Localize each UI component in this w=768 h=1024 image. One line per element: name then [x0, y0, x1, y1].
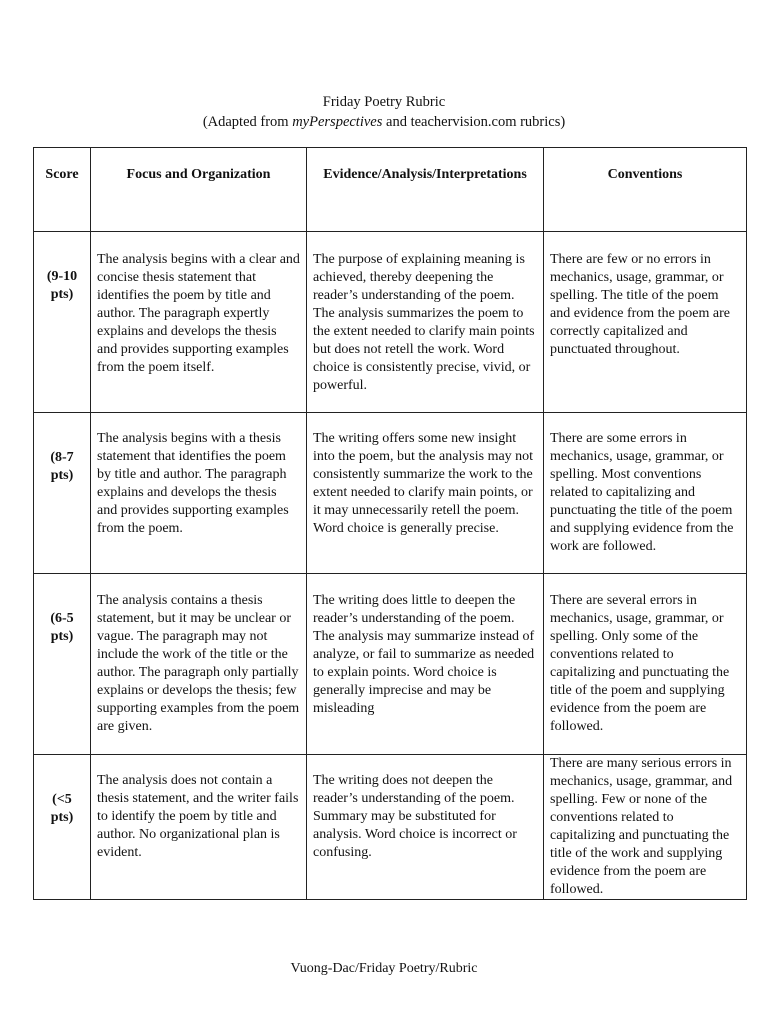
evidence-cell: The writing does not deepen the reader’s understanding of the poem. Summary may be substituted for analysis. Word choice is incorrect or confusing.: [307, 755, 544, 900]
evidence-cell: The writing does little to deepen the reader’s understanding of the poem. The analysis may summarize instead of analyze, or fail to summarize as needed to explain points. Word choice is generally imprecise and may be misleading: [307, 574, 544, 755]
evidence-cell: The writing offers some new insight into the poem, but the analysis may not consistently summarize the work to the extent needed to clarify main points, or it may unnecessarily retell the poem. Word choice is generally precise.: [307, 413, 544, 574]
rubric-row: [34, 232, 747, 413]
header-focus: Focus and Organization: [91, 148, 307, 232]
header-evidence: Evidence/Analysis/Interpretations: [307, 148, 544, 232]
rubric-row: [34, 413, 747, 574]
score-cell: (8-7 pts): [34, 413, 91, 574]
header-row: [34, 148, 747, 232]
score-cell: (6-5 pts): [34, 574, 91, 755]
focus-cell: The analysis begins with a clear and concise thesis statement that identifies the poem by title and author. The paragraph expertly explains and develops the thesis and provides supporting examples from the poem itself.: [91, 232, 307, 413]
header-score: Score: [34, 148, 91, 232]
conventions-cell: There are several errors in mechanics, usage, grammar, or spelling. Only some of the conventions related to capitalizing and punctuating the title of the poem and supplying evidence from the poem are followed.: [544, 574, 747, 755]
score-cell: (<5 pts): [34, 755, 91, 900]
rubric-table: [33, 147, 747, 900]
focus-cell: The analysis contains a thesis statement, but it may be unclear or vague. The paragraph may not include the work of the title or the author. The paragraph only partially explains or develops the thesis; few supporting examples from the poem are given.: [91, 574, 307, 755]
header-conventions: Conventions: [544, 148, 747, 232]
focus-cell: The analysis begins with a thesis statement that identifies the poem by title and author. The paragraph explains and develops the thesis and provides supporting examples from the poem.: [91, 413, 307, 574]
subtitle-suffix: and teachervision.com rubrics): [382, 114, 566, 130]
rubric-row: [34, 574, 747, 755]
document-title: Friday Poetry Rubric: [322, 94, 446, 110]
document-subtitle: [0, 112, 768, 132]
document-footer: Vuong-Dac/Friday Poetry/Rubric: [290, 961, 478, 976]
subtitle-prefix: (Adapted from: [202, 114, 293, 130]
rubric-row: [34, 755, 747, 900]
focus-cell: The analysis does not contain a thesis statement, and the writer fails to identify the poem by title and author. No organizational plan is evident.: [91, 755, 307, 900]
evidence-cell: The purpose of explaining meaning is achieved, thereby deepening the reader’s understanding of the poem. The analysis summarizes the poem to the extent needed to clarify main points but does not retell the work. Word choice is consistently precise, vivid, or powerful.: [307, 232, 544, 413]
conventions-cell: There are many serious errors in mechanics, usage, grammar, and spelling. Few or none of the conventions related to capitalizing and punctuating the title of the work and supplying evidence from the poem are followed.: [544, 755, 747, 900]
subtitle-italic-source: myPerspectives: [292, 114, 383, 130]
score-cell: (9-10 pts): [34, 232, 91, 413]
conventions-cell: There are few or no errors in mechanics, usage, grammar, or spelling. The title of the poem and evidence from the poem are correctly capitalized and punctuated throughout.: [544, 232, 747, 413]
conventions-cell: There are some errors in mechanics, usage, grammar, or spelling. Most conventions related to capitalizing and punctuating the title of the poem and supplying evidence from the work are followed.: [544, 413, 747, 574]
document-header: [0, 92, 768, 132]
